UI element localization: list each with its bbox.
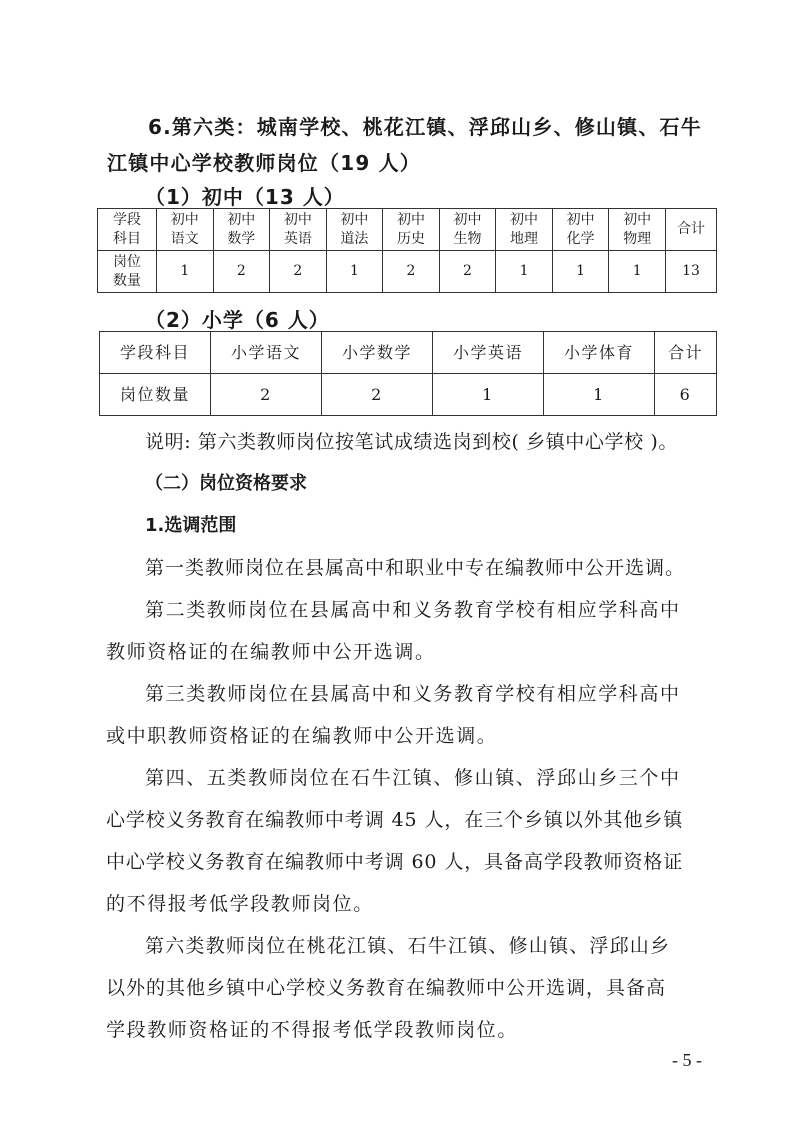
table-header-cell: 初中 英语 [270,209,327,251]
table-cell: 1 [433,374,544,416]
table-row [98,251,717,293]
paragraph-line: 学段教师资格证的不得报考低学段教师岗位。 [106,1019,519,1041]
paragraph-line: 第四、五类教师岗位在石牛江镇、修山镇、浮邱山乡三个中 [145,767,681,789]
table-cell: 6 [655,374,717,416]
table-cell: 13 [666,251,717,293]
heading-line-2: 江镇中心学校教师岗位（19 人） [107,151,421,175]
paragraph-line: 中心学校义务教育在编教师中考调 60 人，具备高学段教师资格证 [106,851,684,873]
table-header-cell: 初中 数学 [213,209,270,251]
table-cell: 2 [213,251,270,293]
subsection-heading: 1.选调范围 [145,515,237,536]
table-header-cell: 初中 物理 [609,209,666,251]
table-cell: 1 [544,374,655,416]
table-header-cell: 合计 [655,332,717,374]
table-cell: 2 [383,251,440,293]
paragraph-line: 以外的其他乡镇中心学校义务教育在编教师中公开选调，具备高 [106,977,667,999]
junior-title: （1）初中（13 人） [145,185,345,209]
table-cell: 1 [496,251,553,293]
table-header-cell: 小学语文 [211,332,322,374]
table-cell: 2 [270,251,327,293]
table-row [100,374,717,416]
table-header-row [98,209,717,251]
primary-title: （2）小学（6 人） [145,308,330,332]
table-header-cell: 小学体育 [544,332,655,374]
table-header-cell: 小学英语 [433,332,544,374]
table-cell: 2 [211,374,322,416]
note: 说明: 第六类教师岗位按笔试成绩选岗到校( 乡镇中心学校 )。 [145,431,678,453]
table-header-cell: 初中 历史 [383,209,440,251]
table-header-cell: 合计 [666,209,717,251]
table-cell: 2 [322,374,433,416]
table-header-cell: 小学数学 [322,332,433,374]
primary-table [99,331,717,416]
page-number: - 5 - [672,1050,702,1070]
section-heading: （二）岗位资格要求 [145,473,307,494]
paragraph-line: 或中职教师资格证的在编教师中公开选调。 [106,725,498,747]
table-cell: 1 [552,251,609,293]
paragraph-line: 第二类教师岗位在县属高中和义务教育学校有相应学科高中 [145,599,681,621]
junior-table [97,208,717,293]
table-cell: 1 [157,251,214,293]
table-header-cell: 学段科目 [100,332,211,374]
paragraph-line: 第一类教师岗位在县属高中和职业中专在编教师中公开选调。 [145,557,686,579]
table-row-label: 岗位数量 [100,374,211,416]
table-cell: 1 [609,251,666,293]
table-cell: 1 [326,251,383,293]
paragraph-line: 的不得报考低学段教师岗位。 [106,893,374,915]
table-header-cell: 初中 道法 [326,209,383,251]
table-header-cell: 初中 生物 [439,209,496,251]
table-header-cell: 初中 化学 [552,209,609,251]
paragraph-line: 教师资格证的在编教师中公开选调。 [106,641,436,663]
table-row-label: 岗位 数量 [98,251,157,293]
table-header-row [100,332,717,374]
paragraph-line: 心学校义务教育在编教师中考调 45 人，在三个乡镇以外其他乡镇 [106,809,684,831]
table-header-cell: 初中 语文 [157,209,214,251]
table-header-cell: 初中 地理 [496,209,553,251]
table-header-cell: 学段 科目 [98,209,157,251]
heading-line-1: 6.第六类：城南学校、桃花江镇、浮邱山乡、修山镇、石牛 [148,115,702,139]
paragraph-line: 第六类教师岗位在桃花江镇、石牛江镇、修山镇、浮邱山乡 [145,935,671,957]
paragraph-line: 第三类教师岗位在县属高中和义务教育学校有相应学科高中 [145,683,681,705]
table-cell: 2 [439,251,496,293]
